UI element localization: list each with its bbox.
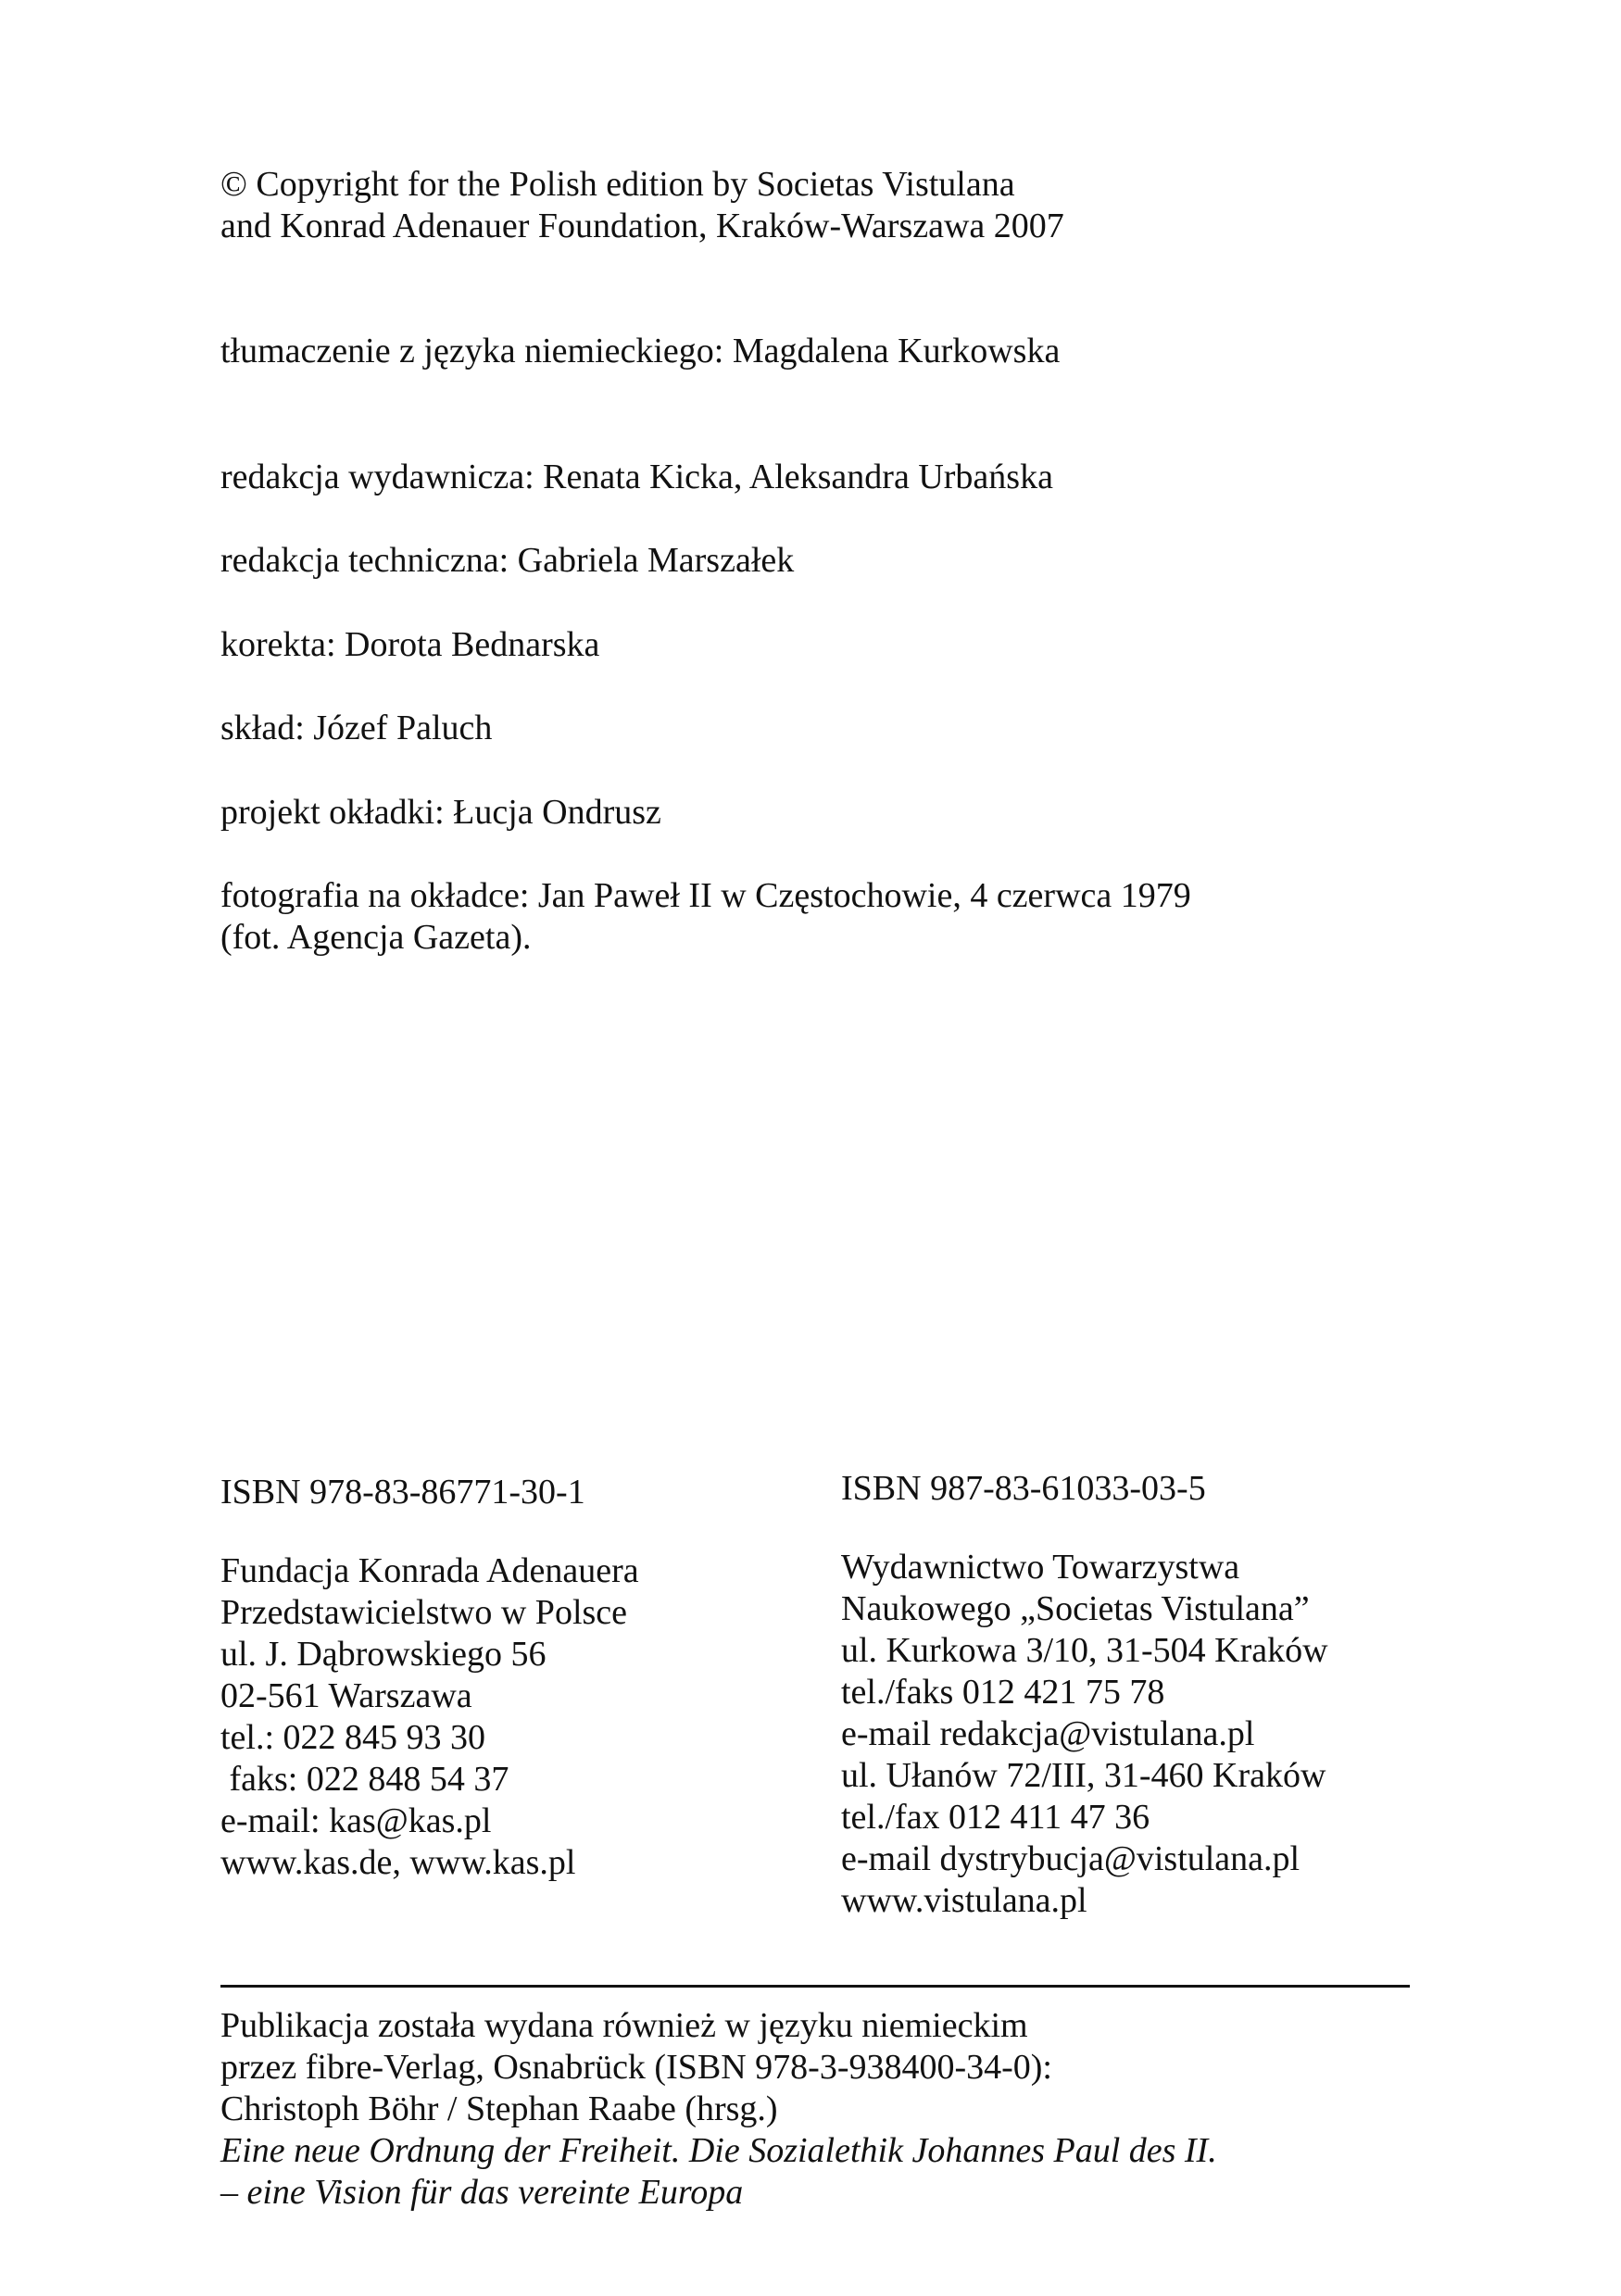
footer-note [220, 2005, 1217, 2214]
left-publisher-block [220, 1472, 639, 1884]
copyright-line-2: and Konrad Adenauer Foundation, Kraków-Warszawa 2007 [220, 207, 1064, 245]
right-address-line: Wydawnictwo Towarzystwa [841, 1548, 1240, 1587]
right-publisher-block [841, 1468, 1328, 1922]
cover-photo-credit-line-1: fotografia na okładce: Jan Paweł II w Częstochowie, 4 czerwca 1979 [220, 876, 1191, 915]
footer-line: przez fibre-Verlag, Osnabrück (ISBN 978-3-938400-34-0): [220, 2048, 1052, 2087]
right-website: www.vistulana.pl [841, 1881, 1087, 1920]
right-phone: tel./fax 012 411 47 36 [841, 1798, 1150, 1837]
left-email: e-mail: kas@kas.pl [220, 1801, 492, 1840]
footer-line: Christoph Böhr / Stephan Raabe (hrsg.) [220, 2089, 778, 2128]
german-subtitle-line: – eine Vision für das vereinte Europa [220, 2173, 744, 2212]
left-address-line: Przedstawicielstwo w Polsce [220, 1593, 628, 1632]
footer-line: Publikacja została wydana również w języku niemieckim [220, 2006, 1028, 2045]
left-websites: www.kas.de, www.kas.pl [220, 1843, 576, 1882]
right-phone: tel./faks 012 421 75 78 [841, 1673, 1165, 1712]
left-address-line: ul. J. Dąbrowskiego 56 [220, 1635, 547, 1674]
left-isbn: ISBN 978-83-86771-30-1 [220, 1473, 585, 1512]
right-isbn: ISBN 987-83-61033-03-5 [841, 1469, 1206, 1508]
right-address-line: Naukowego „Societas Vistulana” [841, 1589, 1310, 1628]
left-phone: tel.: 022 845 93 30 [220, 1718, 486, 1757]
right-address-line: ul. Kurkowa 3/10, 31-504 Kraków [841, 1631, 1328, 1670]
technical-editor-credit: redakcja techniczna: Gabriela Marszałek [220, 541, 795, 580]
left-address-line: Fundacja Konrada Adenauera [220, 1551, 639, 1590]
translation-credit: tłumaczenie z języka niemieckiego: Magdalena Kurkowska [220, 332, 1061, 370]
copyright-line-1: © Copyright for the Polish edition by Societas Vistulana [220, 165, 1015, 204]
proofreading-credit: korekta: Dorota Bednarska [220, 625, 600, 664]
typesetting-credit: skład: Józef Paluch [220, 709, 493, 747]
right-address-line: ul. Ułanów 72/III, 31-460 Kraków [841, 1756, 1326, 1795]
editorial-credit: redakcja wydawnicza: Renata Kicka, Aleksandra Urbańska [220, 458, 1053, 496]
cover-design-credit: projekt okładki: Łucja Ondrusz [220, 793, 661, 832]
left-address-line: 02-561 Warszawa [220, 1676, 472, 1715]
right-email: e-mail redakcja@vistulana.pl [841, 1714, 1255, 1753]
right-email: e-mail dystrybucja@vistulana.pl [841, 1839, 1301, 1878]
left-fax: faks: 022 848 54 37 [220, 1760, 509, 1799]
cover-photo-credit-line-2: (fot. Agencja Gazeta). [220, 918, 532, 957]
german-title-line: Eine neue Ordnung der Freiheit. Die Sozialethik Johannes Paul des II. [220, 2131, 1217, 2170]
horizontal-divider [220, 1985, 1410, 1988]
